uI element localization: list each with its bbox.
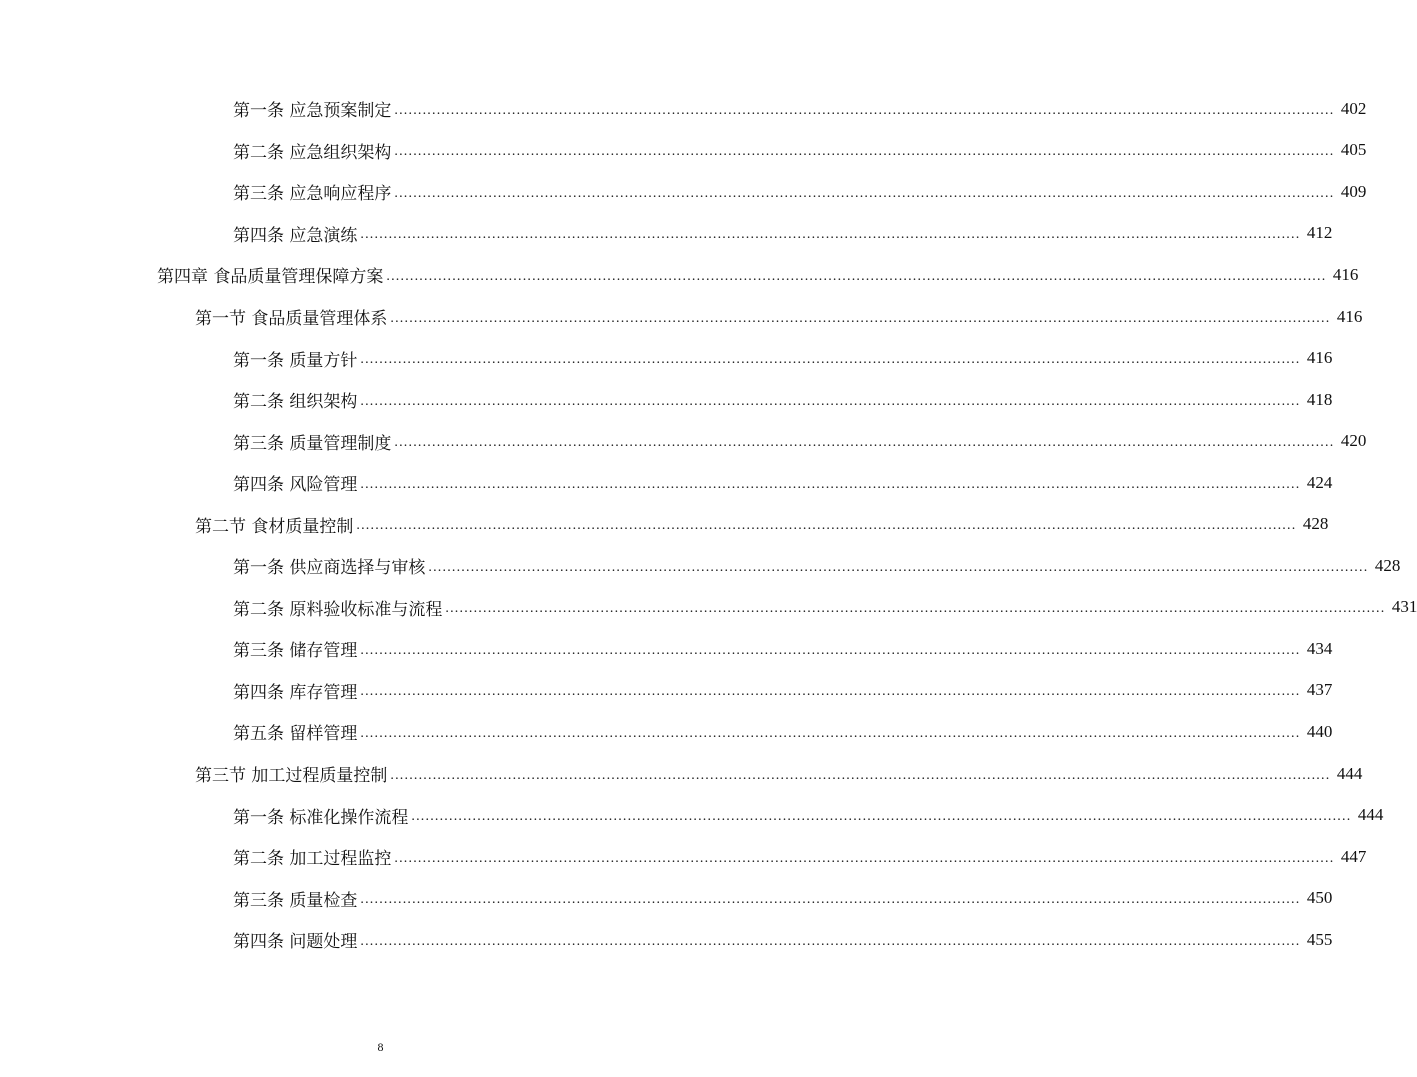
toc-entry-title: 第二条 原料验收标准与流程: [233, 599, 443, 620]
toc-entry-page-number: 431: [1391, 597, 1417, 617]
toc-entry-page-number: 444: [1357, 805, 1384, 825]
toc-entry-title: 第四章 食品质量管理保障方案: [157, 267, 384, 288]
toc-entry-title: 第一条 标准化操作流程: [233, 807, 409, 828]
toc-dot-leader: ........................................................................................................................................................................................................: [386, 268, 1327, 284]
toc-entry-page-number: 424: [1306, 472, 1333, 492]
toc-dot-leader: ........................................................................................................................................................................................................: [394, 850, 1335, 866]
toc-dot-leader: ........................................................................................................................................................................................................: [360, 227, 1301, 243]
toc-entry-page-number: 450: [1306, 888, 1333, 908]
toc-entry-page-number: 416: [1306, 348, 1333, 368]
page-number: 8: [377, 1040, 384, 1054]
toc-entry-page-number: 444: [1336, 763, 1363, 783]
toc-entry[interactable]: [0, 462, 1333, 504]
toc-entry[interactable]: [0, 379, 1333, 421]
toc-entry-page-number: 412: [1306, 223, 1333, 243]
toc-dot-leader: ........................................................................................................................................................................................................: [360, 933, 1301, 949]
table-of-contents: [0, 88, 1417, 960]
toc-entry[interactable]: [0, 753, 1363, 795]
toc-entry-title: 第二节 食材质量控制: [195, 516, 354, 537]
toc-entry-page-number: 428: [1374, 555, 1401, 575]
toc-dot-leader: ........................................................................................................................................................................................................: [390, 767, 1331, 783]
toc-entry[interactable]: [0, 254, 1359, 296]
toc-entry-title: 第二条 应急组织架构: [233, 142, 392, 163]
toc-entry[interactable]: [0, 503, 1329, 545]
toc-entry-title: 第四条 问题处理: [233, 932, 358, 953]
toc-entry-page-number: 416: [1332, 264, 1359, 284]
toc-dot-leader: ........................................................................................................................................................................................................: [428, 559, 1369, 575]
toc-entry-title: 第一条 质量方针: [233, 350, 358, 371]
toc-dot-leader: ........................................................................................................................................................................................................: [360, 476, 1301, 492]
toc-dot-leader: ........................................................................................................................................................................................................: [360, 892, 1301, 908]
toc-entry-title: 第一条 供应商选择与审核: [233, 558, 426, 579]
toc-entry[interactable]: [0, 420, 1367, 462]
toc-entry-title: 第五条 留样管理: [233, 724, 358, 745]
toc-dot-leader: ........................................................................................................................................................................................................: [360, 352, 1301, 368]
toc-entry-title: 第三条 应急响应程序: [233, 184, 392, 205]
toc-entry[interactable]: [0, 836, 1367, 878]
toc-entry-title: 第三条 储存管理: [233, 641, 358, 662]
toc-dot-leader: ........................................................................................................................................................................................................: [394, 185, 1335, 201]
toc-entry-title: 第四条 库存管理: [233, 682, 358, 703]
toc-entry[interactable]: [0, 711, 1333, 753]
toc-dot-leader: ........................................................................................................................................................................................................: [360, 393, 1301, 409]
toc-dot-leader: ........................................................................................................................................................................................................: [360, 642, 1301, 658]
toc-entry[interactable]: [0, 587, 1417, 629]
toc-entry-title: 第一节 食品质量管理体系: [195, 309, 388, 329]
toc-entry-title: 第三条 质量检查: [233, 890, 358, 911]
toc-dot-leader: ........................................................................................................................................................................................................: [445, 601, 1386, 617]
toc-dot-leader: ........................................................................................................................................................................................................: [394, 435, 1335, 451]
toc-entry[interactable]: [0, 794, 1384, 836]
toc-entry-title: 第二条 加工过程监控: [233, 849, 392, 870]
toc-entry[interactable]: [0, 296, 1363, 338]
toc-entry-page-number: 409: [1340, 181, 1367, 201]
toc-dot-leader: ........................................................................................................................................................................................................: [356, 518, 1297, 534]
toc-entry-page-number: 420: [1340, 431, 1367, 451]
toc-entry[interactable]: [0, 628, 1333, 670]
toc-entry-title: 第四条 风险管理: [233, 475, 358, 496]
toc-entry[interactable]: [0, 213, 1333, 255]
toc-entry-page-number: 418: [1306, 389, 1333, 409]
toc-entry[interactable]: [0, 88, 1367, 130]
toc-entry-page-number: 440: [1306, 721, 1333, 741]
toc-entry-title: 第二条 组织架构: [233, 392, 358, 413]
toc-entry-page-number: 402: [1340, 98, 1367, 118]
toc-dot-leader: ........................................................................................................................................................................................................: [390, 310, 1331, 326]
toc-dot-leader: ........................................................................................................................................................................................................: [394, 102, 1335, 118]
toc-entry[interactable]: [0, 919, 1333, 961]
toc-entry[interactable]: [0, 337, 1333, 379]
toc-entry-title: 第四条 应急演练: [233, 225, 358, 246]
toc-entry-title: 第一条 应急预案制定: [233, 101, 392, 122]
toc-dot-leader: ........................................................................................................................................................................................................: [411, 809, 1352, 825]
toc-entry-page-number: 416: [1336, 306, 1363, 326]
toc-entry[interactable]: [0, 171, 1367, 213]
toc-entry-page-number: 455: [1306, 929, 1333, 949]
toc-entry-page-number: 437: [1306, 680, 1333, 700]
toc-entry-page-number: 405: [1340, 140, 1367, 160]
toc-dot-leader: ........................................................................................................................................................................................................: [360, 684, 1301, 700]
toc-entry[interactable]: [0, 670, 1333, 712]
toc-entry[interactable]: [0, 130, 1367, 172]
toc-dot-leader: ........................................................................................................................................................................................................: [360, 725, 1301, 741]
toc-entry-page-number: 447: [1340, 846, 1367, 866]
toc-entry-page-number: 434: [1306, 638, 1333, 658]
toc-entry[interactable]: [0, 877, 1333, 919]
toc-entry-page-number: 428: [1302, 514, 1329, 534]
toc-dot-leader: ........................................................................................................................................................................................................: [394, 144, 1335, 160]
toc-entry[interactable]: [0, 545, 1401, 587]
toc-entry-title: 第三条 质量管理制度: [233, 433, 392, 454]
toc-entry-title: 第三节 加工过程质量控制: [195, 766, 388, 787]
